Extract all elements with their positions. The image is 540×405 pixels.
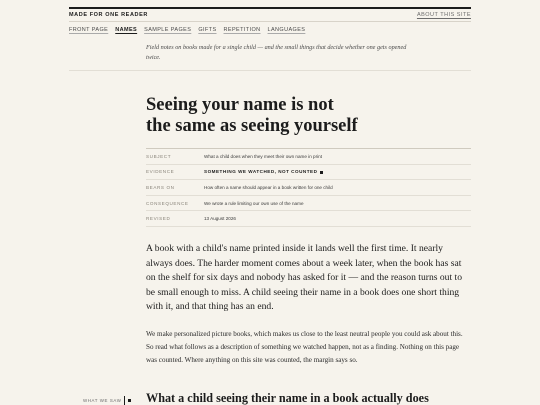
meta-key: BEARS ON bbox=[146, 184, 175, 190]
meta-key: REVISED bbox=[146, 216, 171, 222]
meta-value: What a child does when they meet their own name in print bbox=[204, 153, 322, 159]
meta-value: How often a name should appear in a book written for one child bbox=[204, 184, 333, 190]
nav-item-front-page[interactable]: FRONT PAGE bbox=[69, 27, 109, 33]
top-rule bbox=[69, 7, 471, 9]
article-title bbox=[146, 95, 446, 137]
meta-key: SUBJECT bbox=[146, 153, 172, 159]
site-tagline: Field notes on books made for a single child — and the small things that decide whether one gets opened twice. bbox=[146, 44, 407, 61]
meta-row-consequence bbox=[146, 196, 471, 212]
section-heading: What a child seeing their name in a book actually does bbox=[146, 391, 429, 405]
meta-key: EVIDENCE bbox=[146, 169, 175, 175]
meta-row-revised bbox=[146, 211, 471, 227]
article-body-paragraph: We make personalized picture books, which makes us close to the least neutral people you could ask about this. So read what follows as a description of something we watched happen, not as a finding. Nothing on this page was counted. Where anything on this site was counted, the margin says so. bbox=[146, 330, 463, 364]
tagline-divider bbox=[69, 70, 471, 71]
meta-value: We wrote a rule limiting our own use of the name bbox=[204, 200, 304, 206]
about-link[interactable]: ABOUT THIS SITE bbox=[416, 12, 471, 18]
square-bullet-icon bbox=[128, 399, 131, 402]
meta-value bbox=[204, 169, 323, 174]
main-nav bbox=[69, 27, 305, 33]
article-lead-paragraph: A book with a child's name printed inside it lands well the first time. It nearly always does. The harder moment comes about a week later, when the book has sat on the shelf for six days and nobody has asked for it — and the reason turns out to be small enough to miss. A child seeing their name in a book does one short thing with it, and that thing has an end. bbox=[146, 243, 462, 313]
square-bullet-icon bbox=[320, 171, 323, 174]
margin-bar-icon bbox=[124, 396, 125, 405]
site-title[interactable]: MADE FOR ONE READER bbox=[69, 12, 148, 18]
nav-item-names[interactable]: NAMES bbox=[115, 27, 138, 33]
meta-value: 13 August 2026 bbox=[204, 216, 236, 222]
meta-key: CONSEQUENCE bbox=[146, 200, 189, 206]
nav-item-gifts[interactable]: GIFTS bbox=[198, 27, 217, 33]
article-title-line-2: the same as seeing yourself bbox=[146, 116, 358, 136]
nav-item-repetition[interactable]: REPETITION bbox=[223, 27, 261, 33]
margin-note bbox=[83, 396, 131, 405]
meta-row-evidence bbox=[146, 165, 471, 181]
meta-row-subject bbox=[146, 149, 471, 165]
evidence-label: SOMETHING WE WATCHED, NOT COUNTED bbox=[204, 169, 318, 175]
article-meta-table bbox=[146, 148, 471, 227]
meta-row-bears-on bbox=[146, 180, 471, 196]
article-title-line-1: Seeing your name is not bbox=[146, 95, 334, 115]
nav-item-sample-pages[interactable]: SAMPLE PAGES bbox=[144, 27, 192, 33]
margin-note-label: WHAT WE SAW bbox=[83, 398, 122, 403]
nav-item-languages[interactable]: LANGUAGES bbox=[267, 27, 306, 33]
header-divider bbox=[69, 21, 471, 22]
